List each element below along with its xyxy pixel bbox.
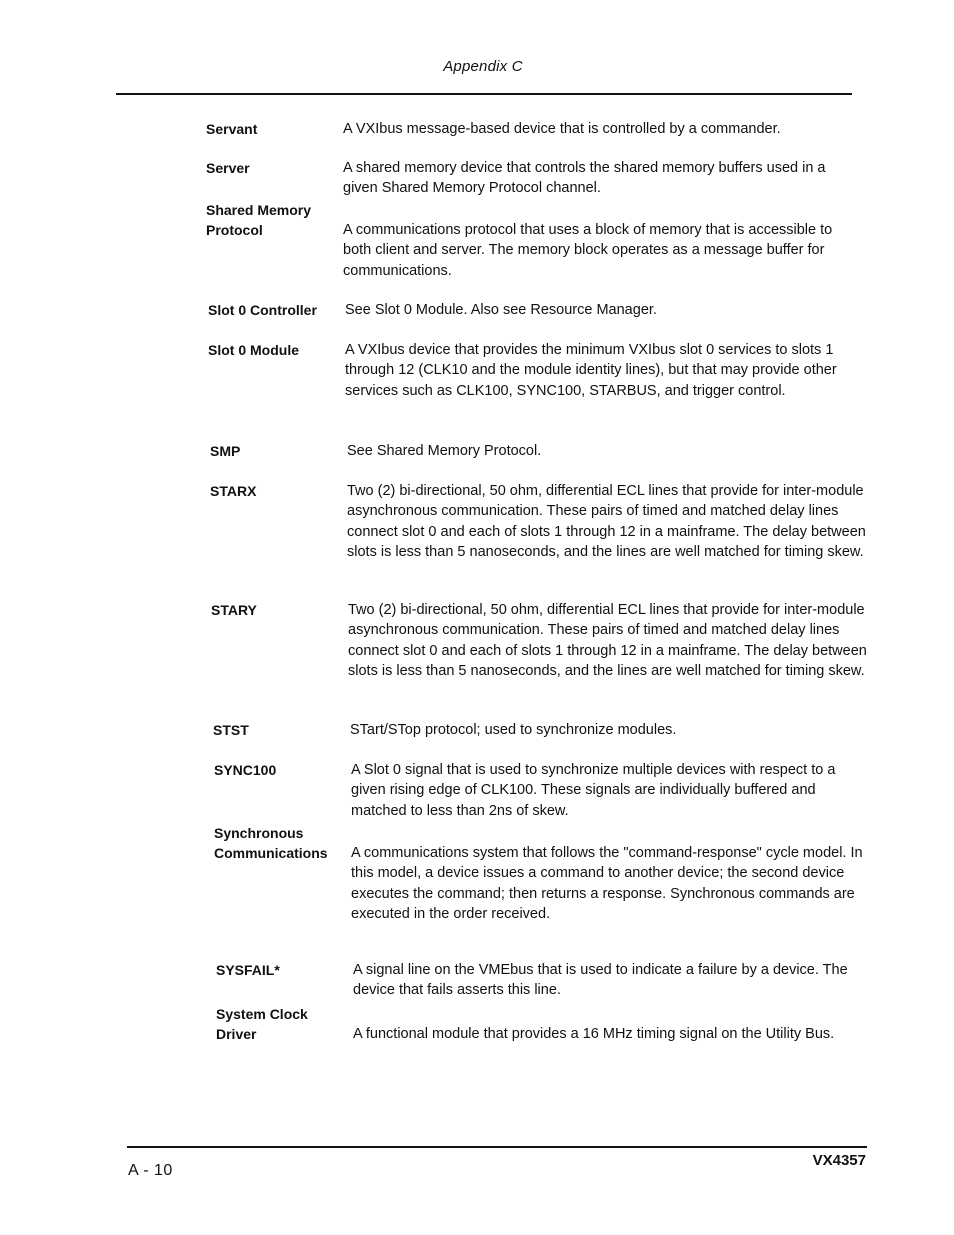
glossary-term: Shared Memory Protocol (206, 202, 312, 238)
glossary-definition: A signal line on the VMEbus that is used to indicate a failure by a device. The device that fails asserts this line. (353, 962, 848, 999)
glossary-term: SYNC100 (214, 762, 277, 778)
glossary-definition: Two (2) bi-directional, 50 ohm, differential ECL lines that provide for inter-module asynchronous communication. These pairs of timed and matched delay lines connect slot 0 and each of slots 1 through 12 in a mainframe. The delay between slots is less than 5 nanoseconds, and the lines are well matched for timing skew. (347, 483, 866, 561)
glossary-definition: A Slot 0 signal that is used to synchronize multiple devices with respect to a given rising edge of CLK100. These signals are individually buffered and matched to less than 2ns of skew. (351, 762, 836, 819)
glossary-definition: A shared memory device that controls the shared memory buffers used in a given Shared Memory Protocol channel. (343, 160, 826, 197)
glossary-term: Synchronous Communications (214, 825, 328, 861)
glossary-definition: See Slot 0 Module. Also see Resource Manager. (345, 302, 657, 318)
glossary-term: Servant (206, 121, 258, 137)
page-number: A - 10 (128, 1162, 173, 1179)
header-rule (116, 93, 852, 95)
product-name: VX4357 (812, 1152, 866, 1169)
glossary-term: STARY (211, 602, 257, 618)
glossary-term: Slot 0 Controller (208, 302, 317, 318)
glossary-definition: See Shared Memory Protocol. (347, 443, 542, 459)
glossary-term: Slot 0 Module (208, 342, 299, 358)
glossary-term: System Clock Driver (216, 1006, 308, 1042)
header-title: Appendix C (443, 58, 523, 75)
footer-rule (127, 1146, 867, 1148)
glossary-definition: A VXIbus device that provides the minimum VXIbus slot 0 services to slots 1 through 12 (CLK10 and the module identity lines), but that may provide other services such as CLK100, SYNC100, STARBUS, and trigger control. (345, 342, 837, 399)
glossary-definition: A communications system that follows the "command-response" cycle model. In this model, a device issues a command to another device; the second device executes the command; then returns a response. Synchronous commands are executed in the order received. (351, 845, 863, 923)
glossary-definition: STart/STop protocol; used to synchronize modules. (350, 722, 677, 738)
glossary-term: STARX (210, 483, 257, 499)
glossary-definition: A functional module that provides a 16 MHz timing signal on the Utility Bus. (353, 1026, 835, 1042)
glossary-term: STST (213, 722, 249, 738)
glossary-definition: Two (2) bi-directional, 50 ohm, differential ECL lines that provide for inter-module asynchronous communication. These pairs of timed and matched delay lines connect slot 0 and each of slots 1 through 12 in a mainframe. The delay between slots is less than 5 nanoseconds, and the lines are well matched for timing skew. (348, 602, 867, 680)
glossary-definition: A communications protocol that uses a block of memory that is accessible to both client and server. The memory block operates as a message buffer for communications. (343, 222, 833, 279)
glossary-term: Server (206, 160, 250, 176)
glossary-term: SMP (210, 443, 241, 459)
glossary-term: SYSFAIL* (216, 962, 280, 978)
glossary-definition: A VXIbus message-based device that is controlled by a commander. (343, 121, 781, 137)
